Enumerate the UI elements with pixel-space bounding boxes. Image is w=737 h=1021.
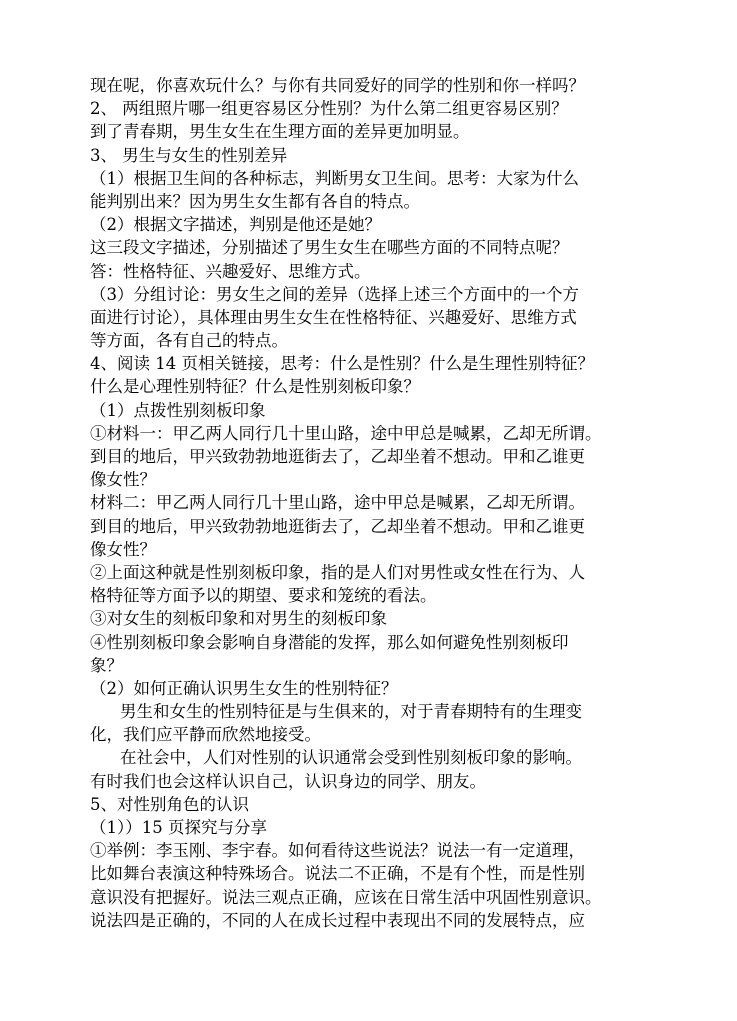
text-line: 到目的地后，甲兴致勃勃地逛街去了，乙却坐着不想动。甲和乙谁更 <box>90 516 585 536</box>
text-line: 到目的地后，甲兴致勃勃地逛街去了，乙却坐着不想动。甲和乙谁更 <box>90 447 585 466</box>
text-line: 意识没有把握好。说法三观点正确，应该在日常生活中巩固性别意识。 <box>90 887 602 907</box>
text-line: 象？ <box>90 655 123 675</box>
text-line: 像女性？ <box>90 539 156 559</box>
text-line: 答：性格特征、兴趣爱好、思维方式。 <box>90 261 371 281</box>
text-line: 4、阅读 14 页相关链接，思考：什么是性别？什么是生理性别特征？ <box>90 354 594 374</box>
text-line: 比如舞台表演这种特殊场合。说法二不正确，不是有个性，而是性别 <box>90 864 585 884</box>
text-line: 像女性？ <box>90 470 156 490</box>
text-line: 格特征等方面予以的期望、要求和笼统的看法。 <box>90 586 437 606</box>
text-line: 男生和女生的性别特征是与生俱来的，对于青春期特有的生理变 <box>120 702 582 722</box>
text-line: 说法四是正确的，不同的人在成长过程中表现出不同的发展特点，应 <box>90 910 585 930</box>
text-line: 面进行讨论），具体理由男生女生在性格特征、兴趣爱好、思维方式 <box>90 307 577 327</box>
text-line: 2、 两组照片哪一组更容易区分性别？为什么第二组更容易区别？ <box>90 99 568 119</box>
text-line: （2）根据文字描述，判别是他还是她？ <box>90 215 381 235</box>
text-line: ③对女生的刻板印象和对男生的刻板印象 <box>90 609 387 629</box>
document-body <box>90 74 650 932</box>
text-line: 这三段文字描述，分别描述了男生女生在哪些方面的不同特点呢？ <box>90 238 569 258</box>
text-line: （3）分组讨论：男女生之间的差异（选择上述三个方面中的一个方 <box>90 284 579 304</box>
text-line: 3、 男生与女生的性别差异 <box>90 145 288 165</box>
text-line: （1））15 页探究与分享 <box>90 818 267 837</box>
text-line: ①举例：李玉刚、李宇春。如何看待这些说法？说法一有一定道理， <box>90 841 585 861</box>
text-line: ②上面这种就是性别刻板印象，指的是人们对男性或女性在行为、人 <box>90 562 585 582</box>
text-line: （1）根据卫生间的各种标志，判断男女卫生间。思考：大家为什么 <box>90 168 579 188</box>
text-line: 化，我们应平静而欣然地接受。 <box>90 725 321 745</box>
text-line: ④性别刻板印象会影响自身潜能的发挥，那么如何避免性别刻板印 <box>90 632 569 652</box>
text-line: 在社会中，人们对性别的认识通常会受到性别刻板印象的影响。 <box>120 748 582 768</box>
text-line: 能判别出来？因为男生女生都有各自的特点。 <box>90 191 420 211</box>
text-line: （1）点拨性别刻板印象 <box>90 400 266 420</box>
text-line: 现在呢，你喜欢玩什么？与你有共同爱好的同学的性别和你一样吗？ <box>90 76 585 95</box>
text-line: 材料二：甲乙两人同行几十里山路，途中甲总是喊累，乙却无所谓。 <box>90 493 585 513</box>
text-line: 5、对性别角色的认识 <box>90 794 249 814</box>
text-line: 有时我们也会这样认识自己，认识身边的同学、朋友。 <box>90 771 486 791</box>
text-line: 等方面，各有自己的特点。 <box>90 331 288 351</box>
text-line: 什么是心理性别特征？什么是性别刻板印象？ <box>90 377 420 397</box>
text-line: 到了青春期，男生女生在生理方面的差异更加明显。 <box>90 122 470 142</box>
text-line: ①材料一：甲乙两人同行几十里山路，途中甲总是喊累，乙却无所谓。 <box>90 423 602 443</box>
text-line: （2）如何正确认识男生女生的性别特征？ <box>90 678 398 698</box>
